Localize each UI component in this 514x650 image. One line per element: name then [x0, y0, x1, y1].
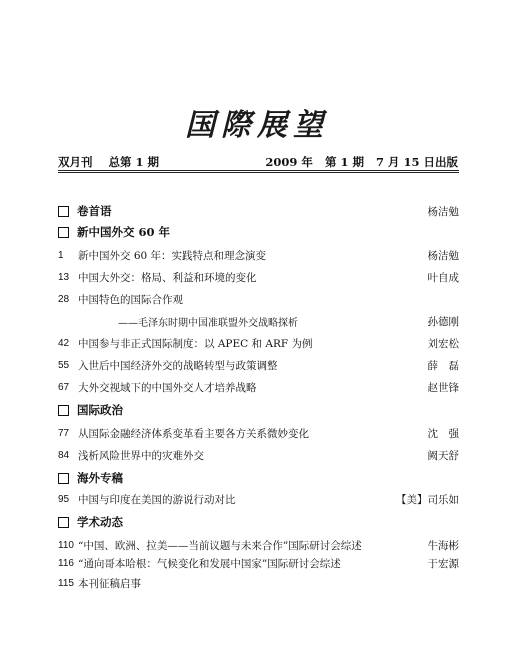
page-number: 110	[58, 539, 74, 551]
page-number: 1	[58, 249, 64, 261]
page-number: 28	[58, 293, 70, 305]
toc-entry	[58, 268, 459, 286]
header-rule-bottom	[58, 172, 459, 173]
section-title: 国际政治	[77, 403, 123, 417]
toc-entry	[58, 490, 459, 508]
author: 薛 磊	[427, 359, 459, 372]
toc-entry	[58, 334, 459, 352]
section-title: 学术动态	[77, 515, 123, 529]
page-number: 55	[58, 359, 70, 371]
page-number: 84	[58, 449, 70, 461]
author: 沈 强	[427, 427, 459, 440]
article-title: 本刊征稿启事	[78, 577, 141, 590]
author: 孙德刚	[427, 315, 459, 328]
issue-number: 第 1 期	[324, 155, 364, 169]
author: 杨洁勉	[427, 205, 459, 218]
journal-title: 国際展望	[185, 108, 329, 143]
toc-subtitle	[58, 312, 459, 330]
issue-info-bar	[58, 150, 458, 170]
page-number: 115	[58, 577, 74, 589]
toc-section	[58, 513, 459, 531]
toc-section	[58, 202, 459, 220]
section-title: 海外专稿	[77, 471, 123, 485]
header-rule-top	[58, 170, 459, 171]
checkbox-square-icon	[58, 517, 69, 528]
toc-entry	[58, 554, 459, 572]
article-title: 从国际金融经济体系变革看主要各方关系微妙变化	[78, 427, 309, 440]
article-title: 中国与印度在美国的游说行动对比	[78, 493, 236, 506]
page-number: 77	[58, 427, 70, 439]
author: 杨洁勉	[427, 249, 459, 262]
toc-entry	[58, 574, 459, 592]
toc-section	[58, 401, 459, 419]
author: 刘宏松	[427, 337, 459, 350]
toc-entry	[58, 246, 459, 264]
page-number: 42	[58, 337, 70, 349]
article-title: 新中国外交 60 年：实践特点和理念演变	[78, 249, 267, 262]
total-issue: 总第 1 期	[108, 155, 160, 169]
article-title: 大外交视域下的中国外交人才培养战略	[78, 381, 257, 394]
page-number: 13	[58, 271, 70, 283]
article-title: 中国参与非正式国际制度：以 APEC 和 ARF 为例	[78, 337, 313, 350]
checkbox-square-icon	[58, 206, 69, 217]
article-title: 入世后中国经济外交的战略转型与政策调整	[78, 359, 278, 372]
author: 阙天舒	[427, 449, 459, 462]
section-title: 新中国外交 60 年	[77, 225, 171, 239]
article-title: 中国大外交：格局、利益和环境的变化	[78, 271, 257, 284]
toc-section	[58, 223, 459, 241]
frequency: 双月刊	[58, 155, 93, 169]
page-number: 67	[58, 381, 70, 393]
issue-year: 2009 年	[265, 155, 313, 169]
page-number: 116	[58, 557, 74, 569]
author: 于宏源	[427, 557, 459, 570]
issue-info-right	[257, 154, 458, 170]
checkbox-square-icon	[58, 473, 69, 484]
toc-section	[58, 469, 459, 487]
author: 【美】司乐如	[396, 493, 459, 506]
toc-entry	[58, 356, 459, 374]
article-title: 中国特色的国际合作观	[78, 293, 183, 306]
checkbox-square-icon	[58, 227, 69, 238]
issue-info-left	[58, 154, 171, 170]
toc-entry	[58, 424, 459, 442]
author: 叶自成	[427, 271, 459, 284]
page-number: 95	[58, 493, 70, 505]
toc-entry	[58, 378, 459, 396]
publish-date: 7 月 15 日出版	[375, 155, 458, 169]
toc-entry	[58, 446, 459, 464]
author: 牛海彬	[427, 539, 459, 552]
toc-entry	[58, 536, 459, 554]
article-title: 浅析风险世界中的灾难外交	[78, 449, 204, 462]
section-title: 卷首语	[77, 204, 112, 218]
checkbox-square-icon	[58, 405, 69, 416]
toc-entry	[58, 290, 459, 308]
article-title: “中国、欧洲、拉美——当前议题与未来合作”国际研讨会综述	[78, 539, 362, 552]
author: 赵世锋	[427, 381, 459, 394]
article-subtitle: ——毛泽东时期中国准联盟外交战略探析	[118, 317, 298, 329]
article-title: “通向哥本哈根：气候变化和发展中国家”国际研讨会综述	[78, 557, 341, 570]
